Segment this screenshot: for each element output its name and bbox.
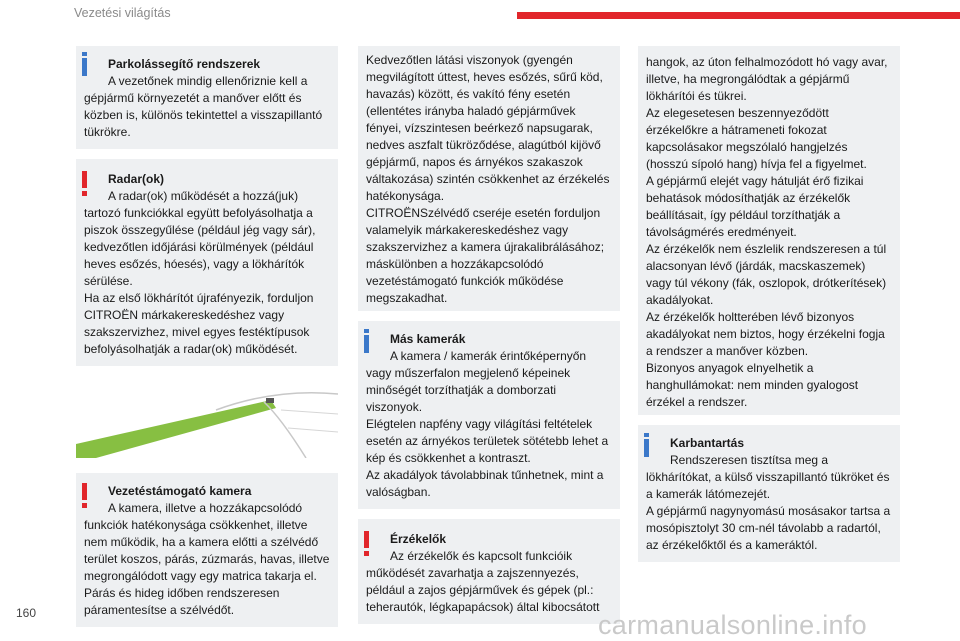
column-right (638, 46, 900, 572)
info-box-title: Karbantartás (670, 436, 745, 450)
info-box-lead: Rendszeresen tisztítsa meg a (670, 453, 829, 467)
warning-box-body-2: Párás és hideg időben rendszeresen páramentesítse a szélvédőt. (84, 586, 280, 617)
warning-icon (82, 483, 87, 500)
info-box-lead: A vezetőnek mindig ellenőriznie kell a (108, 74, 308, 88)
column-middle (358, 46, 620, 624)
watermark: carmanualsonline.info (598, 610, 867, 640)
info-box-body-2: Elégtelen napfény vagy világítási feltételek esetén az árnyékos területek sötétebb lehet a kép és csökkenhet a kontraszt. (366, 417, 609, 465)
warning-box-body: tartozó funkciókkal együtt befolyásolhatja a piszok összegyűlése (például jég vagy sár), kedvezőtlen időjárási körülmények (például heves esőzés, hóesés), vagy a lökhárítók sérülése. (84, 206, 316, 288)
warning-box-camera (76, 473, 338, 627)
warning-box-body: funkciók hatékonysága csökkenhet, illetve nem működik, ha a kamera előtti a szélvédő terület koszos, párás, zúzmarás, havas, illetve megrongálódott vagy egy matrica takarja el. (84, 518, 330, 583)
info-icon (82, 58, 87, 76)
info-box-body-2: A gépjármű nagynyomású mosásakor tartsa a mosópisztolyt 30 cm-nél távolabb a radartól, az érzékelőktől és a kameráktól. (646, 504, 891, 552)
page-number: 160 (16, 606, 37, 620)
info-box-body: vagy műszerfalon megjelenő képeinek minőségét torzíthatják a domborzati viszonyok. (366, 366, 571, 414)
warning-icon (82, 171, 87, 188)
info-icon (364, 335, 369, 353)
paragraph: hangok, az úton felhalmozódott hó vagy avar, illetve, ha megrongálódtak a gépjármű lökhárítói és tükrei. (646, 55, 888, 103)
paragraph: Az érzékelők holtterében lévő bizonyos akadályokat nem biztos, hogy érzékelni fogja a rendszer a manőver közben. (646, 310, 885, 358)
warning-box-title: Érzékelők (390, 532, 447, 546)
info-box-body-3: Az akadályok távolabbinak tűnhetnek, mint a valóságban. (366, 468, 604, 499)
paragraph: CITROËNSzélvédő cseréje esetén forduljon valamelyik márkakereskedéshez vagy szakszervizhez a kamera újrakalibrálásához; máskülönben a hozzákapcsolódó vezetéstámogató funkciók működése megszakadhat. (366, 206, 605, 305)
warning-box-body: működését zavarhatja a zajszennyezés, például a zajos gépjárművek és gépek (pl.: teherautók, légkapapácsok) által kibocsátott (366, 566, 600, 614)
header-accent-bar (517, 12, 960, 19)
warning-icon (364, 531, 369, 548)
text-block (358, 46, 620, 311)
paragraph: A gépjármű elejét vagy hátulját érő fizikai behatások módosíthatják az érzékelők beállításait, így például torzíthatják a távolságmérés eredményeit. (646, 174, 864, 239)
running-header: Vezetési világítás (74, 6, 171, 20)
info-box-other-cameras (358, 321, 620, 509)
column-left (76, 46, 338, 637)
warning-box-title: Vezetéstámogató kamera (108, 484, 252, 498)
paragraph: Bizonyos anyagok elnyelhetik a hanghullámokat: nem minden gyalogost érzékel a rendszer. (646, 361, 859, 409)
paragraph: Az érzékelők nem észlelik rendszeresen a túl alacsonyan lévő (járdák, macskaszemek) vagy túl vékony (fák, oszlopok, drótkerítések) akadályokat. (646, 242, 887, 307)
paragraph: Az elegesetesen beszennyeződött érzékelőkre a hátrameneti fokozat kapcsolásakor megszólaló hangjelzés (hosszú sípoló hang) hívja fel a figyelmet. (646, 106, 867, 171)
info-box-title: Parkolássegítő rendszerek (108, 57, 261, 71)
warning-box-radar (76, 159, 338, 366)
info-icon (644, 439, 649, 457)
warning-box-title: Radar(ok) (108, 172, 165, 186)
info-box-maintenance (638, 425, 900, 562)
warning-box-lead: Az érzékelők és kapcsolt funkcióik (390, 549, 573, 563)
warning-box-sensors (358, 519, 620, 624)
info-box-body: gépjármű környezetét a manőver előtt és közben is, különös tekintettel a visszapillantó tükrökre. (84, 91, 323, 139)
info-box-body: lökhárítókat, a külső visszapillantó tükröket és a kamerák látómezejét. (646, 470, 890, 501)
warning-box-lead: A radar(ok) működését a hozzá(juk) (108, 189, 299, 203)
paragraph: Kedvezőtlen látási viszonyok (gyengén megvilágított úttest, heves esőzés, sűrű köd, havazás) között, és vakító fény esetén (ellentétes irányba haladó gépjárművek fényei, vízszintesen beérkező napsugarak, nedves aszfalt tükröződése, alagútból kijövő gépjármű, napos és árnyékos szakaszok váltakozása) szintén csökkenhet az érzékelés hatékonysága. (366, 53, 610, 203)
warning-box-body-2: Ha az első lökhárítót újrafényezik, forduljon CITROËN márkakereskedéshez vagy szakszervizhez, mivel egyes festéktípusok befolyásolhatják a radar(ok) működését. (84, 291, 314, 356)
warning-box-lead: A kamera, illetve a hozzákapcsolódó (108, 501, 303, 515)
camera-windshield-illustration (76, 388, 338, 458)
info-box-lead: A kamera / kamerák érintőképernyőn (390, 349, 587, 363)
text-block (638, 46, 900, 415)
info-box-title: Más kamerák (390, 332, 466, 346)
info-box-parking (76, 46, 338, 149)
